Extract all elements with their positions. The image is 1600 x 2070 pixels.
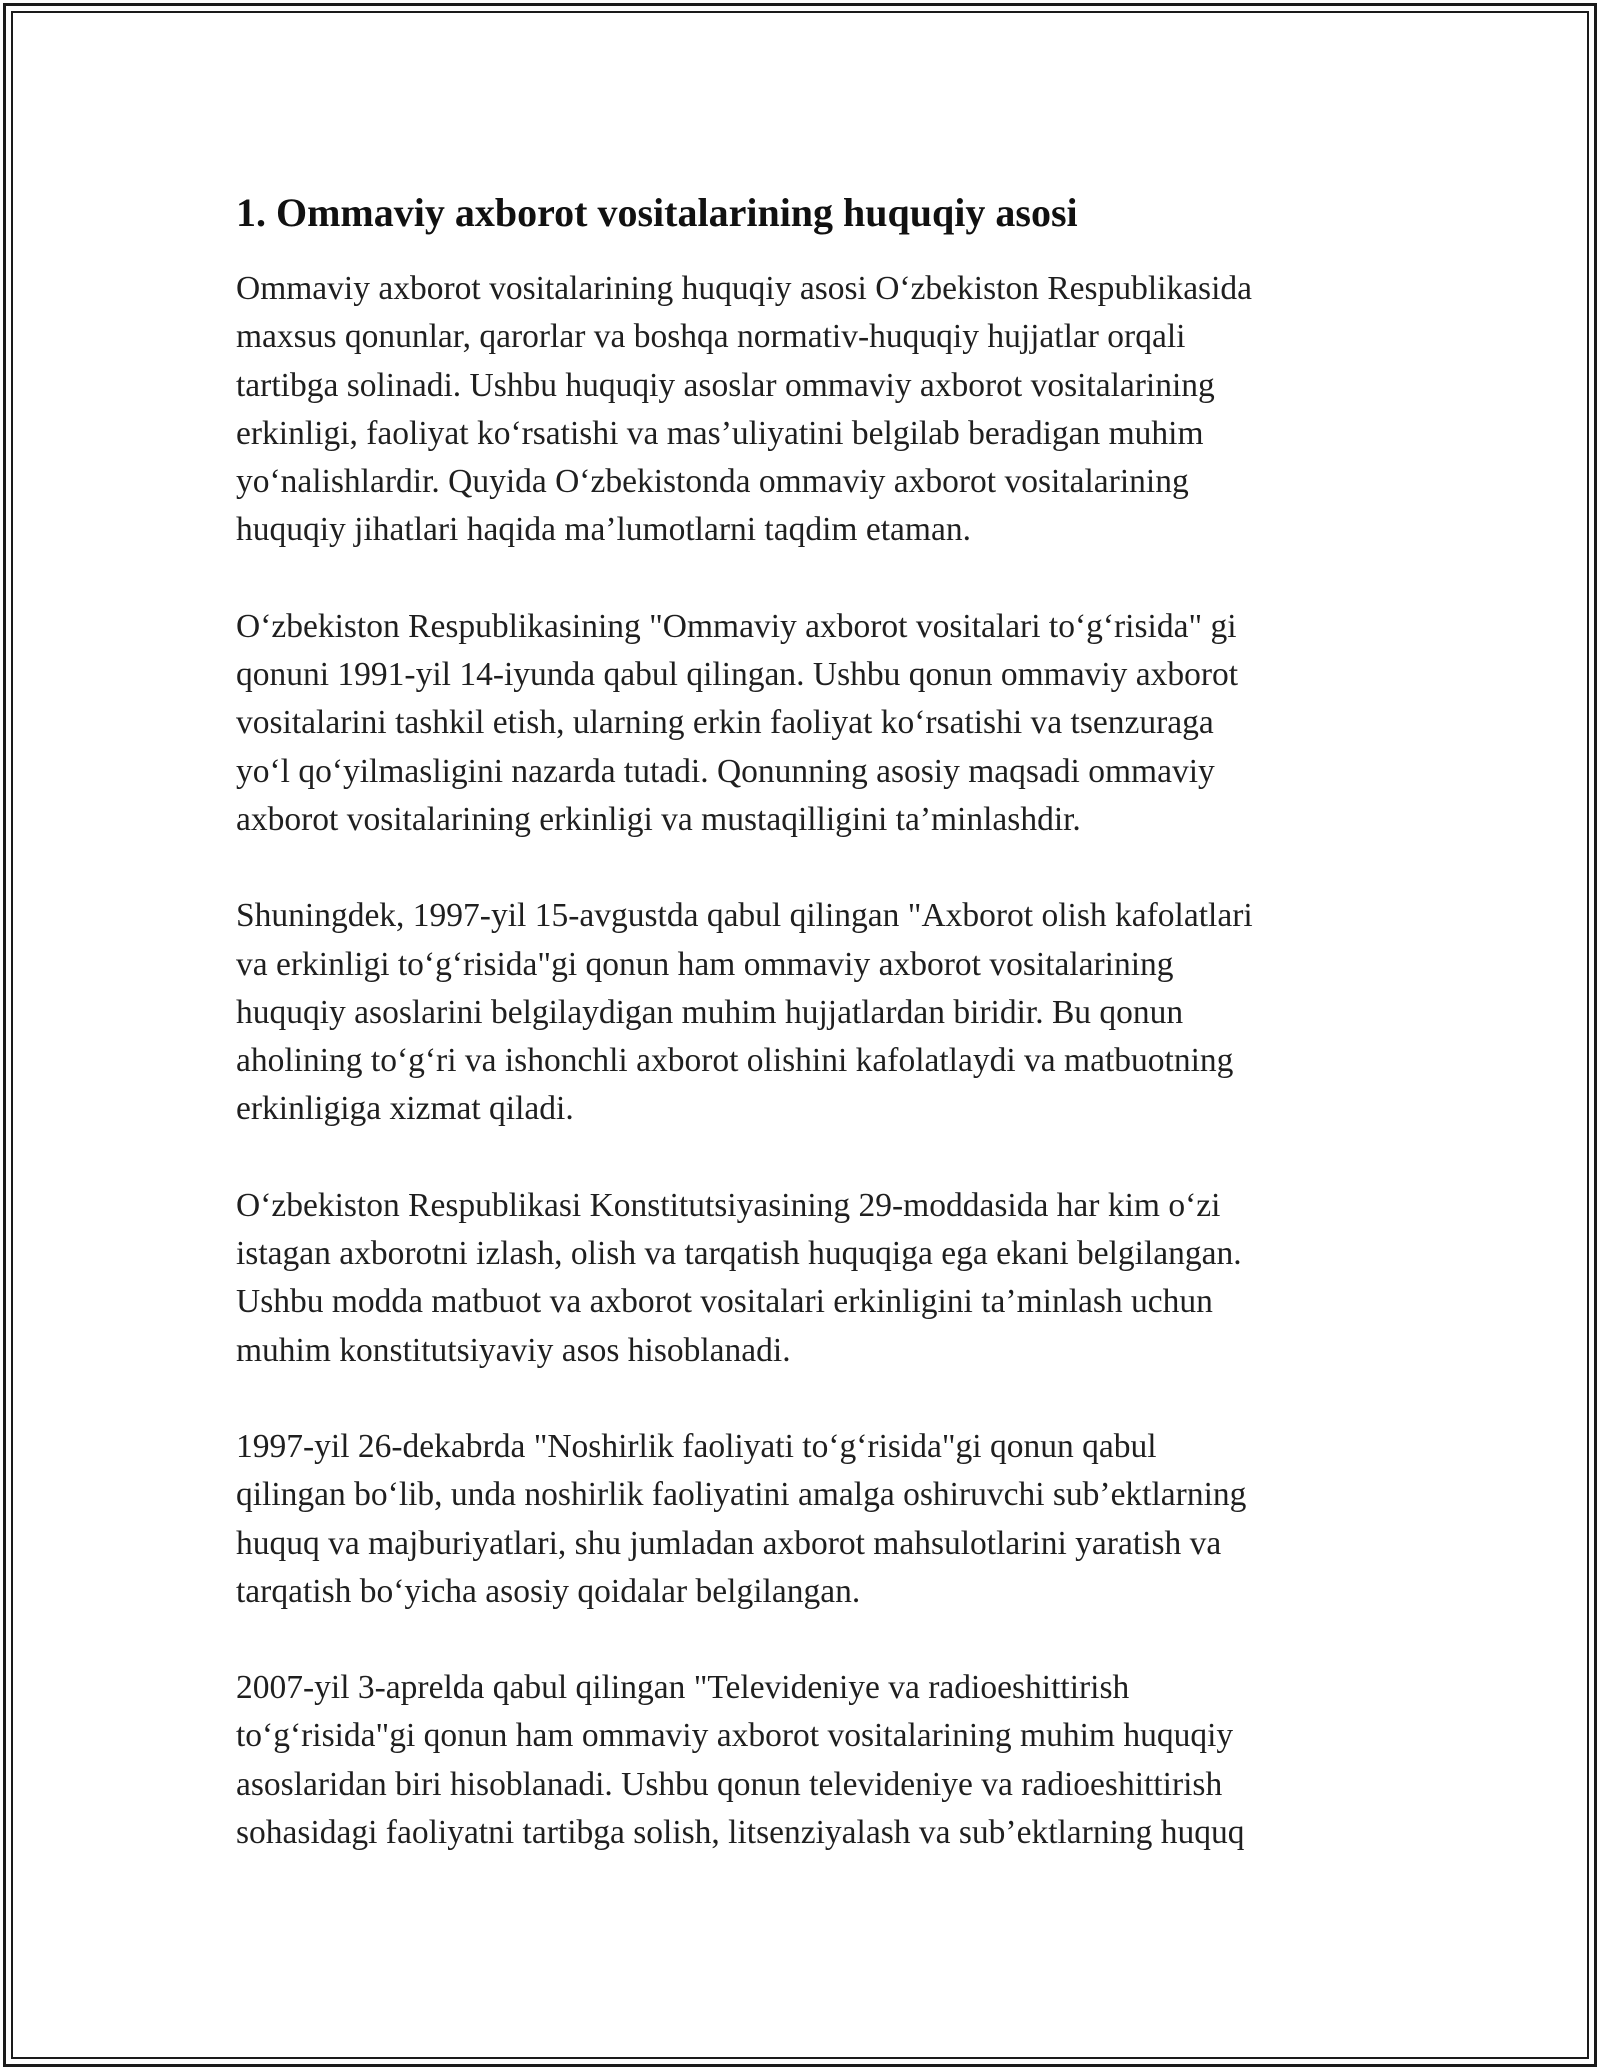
text-line: axborot vositalarining erkinligi va mustaqilligini ta’minlashdir. bbox=[236, 800, 1081, 838]
paragraph bbox=[236, 1423, 1366, 1616]
text-line: Shuningdek, 1997-yil 15-avgustda qabul qilingan "Axborot olish kafolatlari bbox=[236, 897, 1253, 935]
section-heading: 1. Ommaviy axborot vositalarining huquqiy asosi bbox=[236, 190, 1078, 235]
text-line: 1997-yil 26-dekabrda "Noshirlik faoliyati to‘g‘risida"gi qonun qabul bbox=[236, 1427, 1157, 1465]
text-line: O‘zbekiston Respublikasi Konstitutsiyasining 29-moddasida har kim o‘zi bbox=[236, 1186, 1221, 1224]
text-line: muhim konstitutsiyaviy asos hisoblanadi. bbox=[236, 1331, 791, 1369]
text-line: vositalarini tashkil etish, ularning erkin faoliyat ko‘rsatishi va tsenzuraga bbox=[236, 704, 1214, 742]
text-line: 2007-yil 3-aprelda qabul qilingan "Televideniye va radioeshittirish bbox=[236, 1669, 1130, 1707]
text-line: aholining to‘g‘ri va ishonchli axborot olishini kafolatlaydi va matbuotning bbox=[236, 1042, 1234, 1080]
text-line: Ushbu modda matbuot va axborot vositalari erkinligini ta’minlash uchun bbox=[236, 1283, 1213, 1321]
paragraph bbox=[236, 265, 1366, 555]
paragraph bbox=[236, 1182, 1366, 1375]
text-line: maxsus qonunlar, qarorlar va boshqa normativ-huquqiy hujjatlar orqali bbox=[236, 318, 1186, 356]
text-line: tartibga solinadi. Ushbu huquqiy asoslar ommaviy axborot vositalarining bbox=[236, 366, 1215, 404]
text-line: O‘zbekiston Respublikasining "Ommaviy axborot vositalari to‘g‘risida" gi bbox=[236, 607, 1237, 645]
text-line: qonuni 1991-yil 14-iyunda qabul qilingan. Ushbu qonun ommaviy axborot bbox=[236, 656, 1239, 694]
text-line: huquqiy jihatlari haqida ma’lumotlarni taqdim etaman. bbox=[236, 511, 971, 549]
paragraph bbox=[236, 892, 1366, 1133]
document-body bbox=[236, 183, 1366, 1905]
text-line: huquqiy asoslarini belgilaydigan muhim hujjatlardan biridir. Bu qonun bbox=[236, 993, 1184, 1031]
text-line: va erkinligi to‘g‘risida"gi qonun ham ommaviy axborot vositalarining bbox=[236, 945, 1174, 983]
text-line: yo‘l qo‘yilmasligini nazarda tutadi. Qonunning asosiy maqsadi ommaviy bbox=[236, 752, 1215, 790]
text-line: istagan axborotni izlash, olish va tarqatish huquqiga ega ekani belgilangan. bbox=[236, 1235, 1242, 1273]
text-line: huquq va majburiyatlari, shu jumladan axborot mahsulotlarini yaratish va bbox=[236, 1524, 1222, 1562]
text-line: sohasidagi faoliyatni tartibga solish, litsenziyalash va sub’ektlarning huquq bbox=[236, 1814, 1245, 1852]
text-line: qilingan bo‘lib, unda noshirlik faoliyatini amalga oshiruvchi sub’ektlarning bbox=[236, 1476, 1247, 1514]
text-line: erkinligiga xizmat qiladi. bbox=[236, 1090, 574, 1128]
text-line: erkinligi, faoliyat ko‘rsatishi va mas’uliyatini belgilab beradigan muhim bbox=[236, 414, 1204, 452]
text-line: yo‘nalishlardir. Quyida O‘zbekistonda ommaviy axborot vositalarining bbox=[236, 463, 1189, 501]
text-line: to‘g‘risida"gi qonun ham ommaviy axborot vositalarining muhim huquqiy bbox=[236, 1717, 1234, 1755]
paragraph bbox=[236, 1664, 1366, 1857]
text-line: Ommaviy axborot vositalarining huquqiy asosi O‘zbekiston Respublikasida bbox=[236, 270, 1253, 307]
text-line: tarqatish bo‘yicha asosiy qoidalar belgilangan. bbox=[236, 1572, 861, 1610]
text-line: asoslaridan biri hisoblanadi. Ushbu qonun televideniye va radioeshittirish bbox=[236, 1765, 1223, 1803]
paragraph bbox=[236, 603, 1366, 844]
